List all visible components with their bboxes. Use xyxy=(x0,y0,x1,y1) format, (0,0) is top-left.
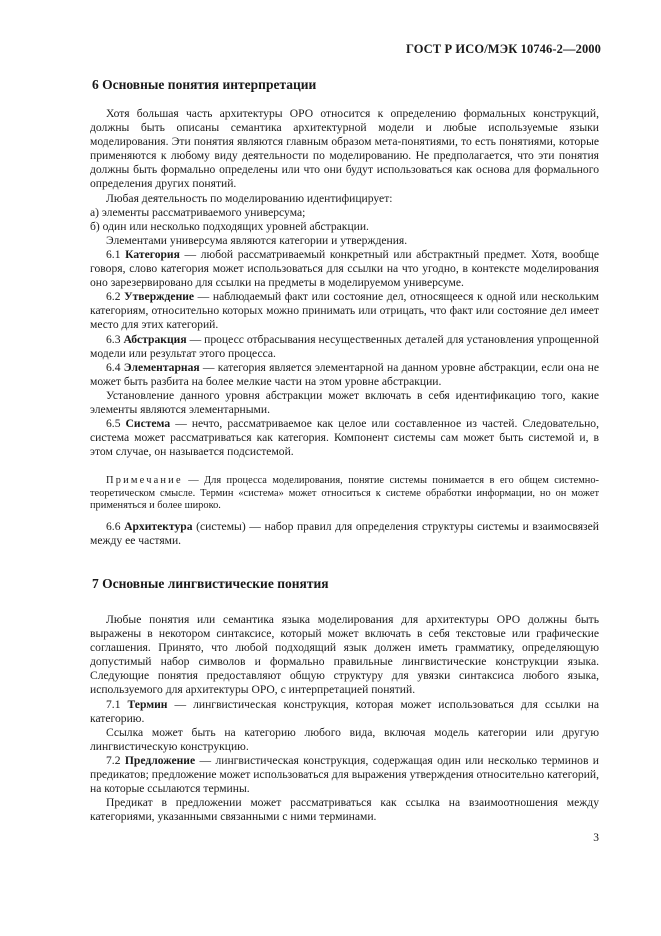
definition-6-4-extra: Установление данного уровня абстракции может включать в себя идентификацию того, какие элементы являются элементарными. xyxy=(90,388,599,416)
definition-7-2-extra: Предикат в предложении может рассматриваться как ссылка на взаимоотношения между категориями, указанными связанными с ними терминами. xyxy=(90,796,599,824)
term-sentence: Предложение xyxy=(124,753,196,767)
section-6-intro: Хотя большая часть архитектуры ОРО относится к определению формальных конструкций, должны быть описаны семантика архитектурной модели и любые используемые языки моделирования. Эти понятия являются главным образом мета-понятиями, то есть понятиями, которые применяются к любому виду деятельности по моделированию. Не предполагается, что эти понятия должны быть формально определены или что они будут использоваться как основа для формального определения других понятий. xyxy=(90,107,599,191)
section-6-title: 6 Основные понятия интерпретации xyxy=(92,77,317,92)
term-system: Система xyxy=(125,417,171,431)
section-7-title: 7 Основные лингвистические понятия xyxy=(92,576,329,591)
term-abstraction: Абстракция xyxy=(123,332,187,346)
term-architecture: Архитектура xyxy=(124,520,193,533)
definition-text: — любой рассматриваемый конкретный или абстрактный предмет. Хотя, вообще говоря, слово категория может использоваться для ссылки на что угодно, в контексте моделирования оно зарезервировано для ссылки на предметы в моделируемом универсуме. xyxy=(90,247,600,290)
definition-number: 6.1 xyxy=(106,247,126,261)
definition-number: 7.2 xyxy=(106,753,125,767)
definition-number: 6.4 xyxy=(106,360,124,374)
standard-code: ГОСТ Р ИСО/МЭК 10746-2—2000 xyxy=(405,42,601,56)
list-item-a: а) элементы рассматриваемого универсума; xyxy=(90,205,306,219)
note-text: — Для процесса моделирования, понятие системы понимается в его общем системно-теоретическом смысле. Термин «система» может относиться к системе обработки информации, но он может применяться и более широко. xyxy=(90,475,599,512)
definition-text: — наблюдаемый факт или состояние дел, относящееся к одной или нескольким категориям, относительно которых можно принимать или отрицать, что факт или состояние дел имеет место для этих категорий. xyxy=(90,290,600,332)
definition-number: 6.6 xyxy=(106,520,125,533)
definition-text: — процесс отбрасывания несущественных деталей для установления упрощенной модели или результат этого процесса. xyxy=(90,332,599,360)
definition-text: — категория является элементарной на данном уровне абстракции, если она не может быть разбита на более мелкие части на этом уровне абстракции. xyxy=(90,360,600,388)
definition-text: — лингвистическая конструкция, содержащая один или несколько терминов и предикатов; предложение может использоваться для выражения утверждения относительно категорий, на которые ссылаются термины. xyxy=(90,753,600,796)
section-7-body xyxy=(90,613,599,824)
term-elementary: Элементарная xyxy=(123,360,200,374)
definition-7-1-extra: Ссылка может быть на категорию любого вида, включая модель категории или другую лингвистическую конструкцию. xyxy=(90,725,599,753)
definition-number: 6.2 xyxy=(106,290,125,304)
definition-number: 6.5 xyxy=(106,417,126,431)
elements-line: Элементами универсума являются категории и утверждения. xyxy=(106,233,408,247)
definition-text: — нечто, рассматриваемое как целое или составленное из частей. Следовательно, система может рассматриваться как категория. Компонент системы сам может быть системой и, в этом случае, он называется подсистемой. xyxy=(90,417,599,459)
definition-text: (системы) — набор правил для определения структуры системы и взаимосвязей между ее частями. xyxy=(90,520,599,548)
term-category: Категория xyxy=(125,247,180,261)
term-term: Термин xyxy=(127,697,168,711)
section-7-intro: Любые понятия или семантика языка моделирования для архитектуры ОРО должны быть выражены в некотором синтаксисе, который может включать в себя текстовые или графические соглашения. Принято, что любой подходящий язык должен иметь грамматику, определяющую допустимый набор символов и формально правильные лингвистические конструкции языка. Следующие понятия предоставляют общую структуру для увязки синтаксиса любого языка, используемого для архитектуры ОРО, с интерпретацией понятий. xyxy=(90,613,599,697)
definition-number: 6.3 xyxy=(106,332,124,346)
definition-7-1 xyxy=(90,698,599,726)
definition-number: 7.1 xyxy=(106,697,128,711)
definition-6-3 xyxy=(90,333,599,361)
definition-6-6 xyxy=(90,520,599,548)
definition-6-2 xyxy=(90,290,599,332)
page-number: 3 xyxy=(593,832,599,844)
definition-6-1 xyxy=(90,248,599,290)
definition-6-4 xyxy=(90,361,599,389)
definition-6-6-block xyxy=(90,520,599,548)
definition-text: — лингвистическая конструкция, которая может использоваться для ссылки на категорию. xyxy=(90,697,599,725)
identify-line: Любая деятельность по моделированию идентифицирует: xyxy=(106,191,393,205)
section-6-body xyxy=(90,107,599,459)
definition-7-2 xyxy=(90,754,599,796)
note xyxy=(90,475,599,513)
definition-6-5 xyxy=(90,417,599,459)
list-item-b: б) один или несколько подходящих уровней абстракции. xyxy=(90,219,369,233)
term-statement: Утверждение xyxy=(124,290,195,304)
note-label: Примечание xyxy=(106,475,183,486)
